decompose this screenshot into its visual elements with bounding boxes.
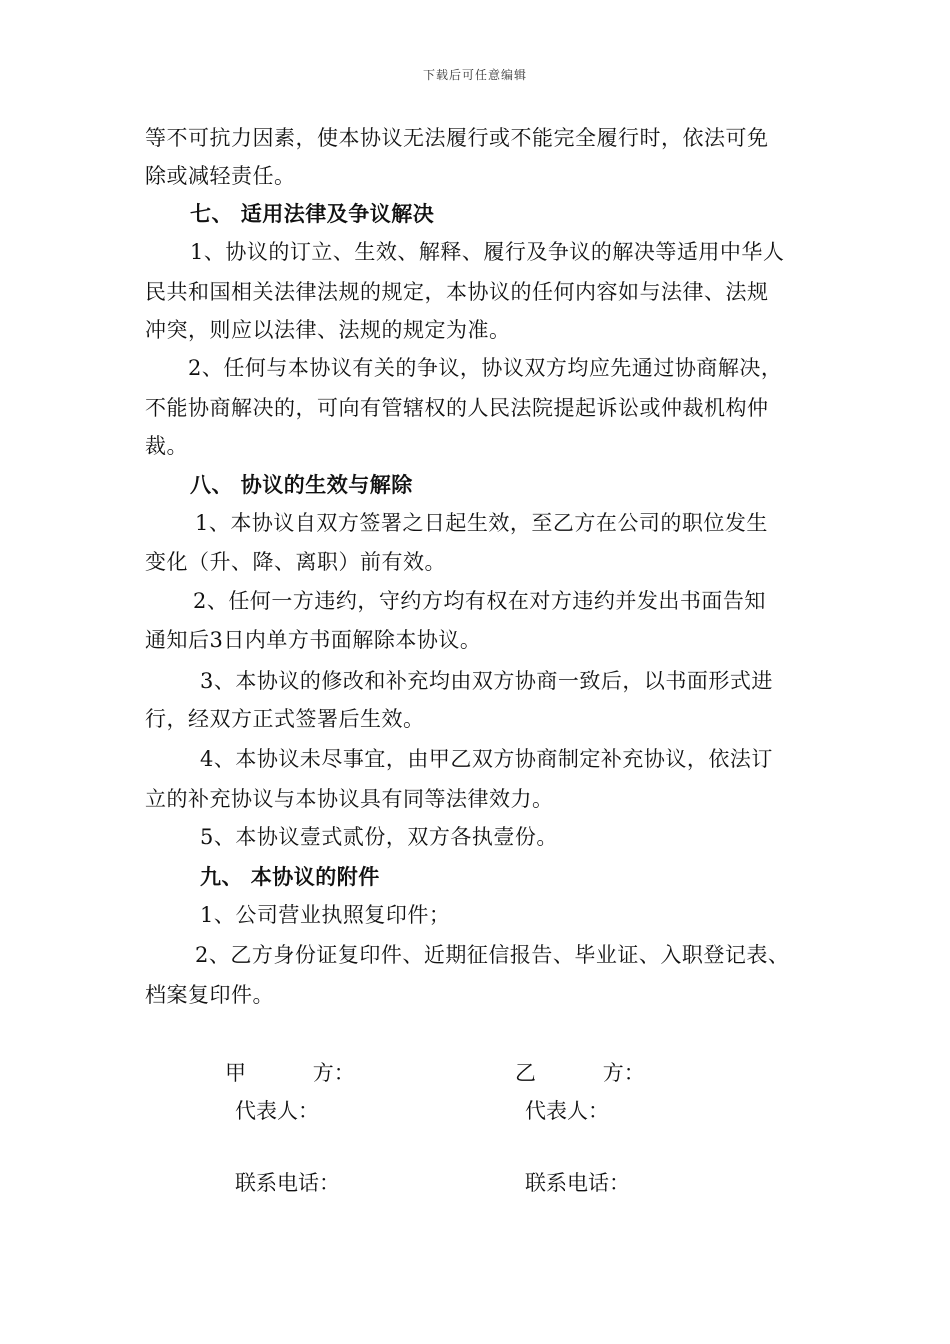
body-line: 5、本协议壹式贰份，双方各执壹份。 <box>200 825 558 849</box>
body-line: 变化（升、降、离职）前有效。 <box>145 550 446 574</box>
section-heading-8: 八、 协议的生效与解除 <box>190 473 413 497</box>
party-b-phone: 联系电话： <box>525 1171 630 1195</box>
body-line: 不能协商解决的，可向有管辖权的人民法院提起诉讼或仲裁机构仲 <box>145 396 769 420</box>
body-line: 2、乙方身份证复印件、近期征信报告、毕业证、入职登记表、 <box>195 943 790 967</box>
party-a-representative: 代表人： <box>235 1099 319 1123</box>
body-line: 4、本协议未尽事宜，由甲乙双方协商制定补充协议，依法订 <box>200 747 773 771</box>
section-heading-9: 九、 本协议的附件 <box>200 865 380 889</box>
body-line: 冲突，则应以法律、法规的规定为准。 <box>145 318 511 342</box>
body-line: 立的补充协议与本协议具有同等法律效力。 <box>145 787 554 811</box>
body-line: 通知后3日内单方书面解除本协议。 <box>145 628 482 652</box>
page-header-note: 下载后可任意编辑 <box>422 68 527 82</box>
body-line: 等不可抗力因素，使本协议无法履行或不能完全履行时，依法可免 <box>145 126 769 150</box>
body-line: 档案复印件。 <box>145 983 274 1007</box>
party-a-phone: 联系电话： <box>235 1171 340 1195</box>
body-line: 1、公司营业执照复印件； <box>200 903 451 927</box>
section-heading-7: 七、 适用法律及争议解决 <box>190 202 435 226</box>
body-line: 民共和国相关法律法规的规定，本协议的任何内容如与法律、法规 <box>145 280 769 304</box>
body-line: 2、任何一方违约，守约方均有权在对方违约并发出书面告知 <box>193 589 766 613</box>
party-b-label: 乙 方： <box>515 1061 645 1085</box>
body-line: 3、本协议的修改和补充均由双方协商一致后，以书面形式进 <box>200 669 773 693</box>
body-line: 行，经双方正式签署后生效。 <box>145 707 425 731</box>
body-line: 2、任何与本协议有关的争议，协议双方均应先通过协商解决， <box>188 356 783 380</box>
body-line: 除或减轻责任。 <box>145 164 296 188</box>
party-a-label: 甲 方： <box>225 1061 355 1085</box>
body-line: 裁。 <box>145 434 188 458</box>
body-line: 1、本协议自双方签署之日起生效，至乙方在公司的职位发生 <box>195 511 768 535</box>
party-b-representative: 代表人： <box>525 1099 609 1123</box>
body-line: 1、协议的订立、生效、解释、履行及争议的解决等适用中华人 <box>190 240 785 264</box>
